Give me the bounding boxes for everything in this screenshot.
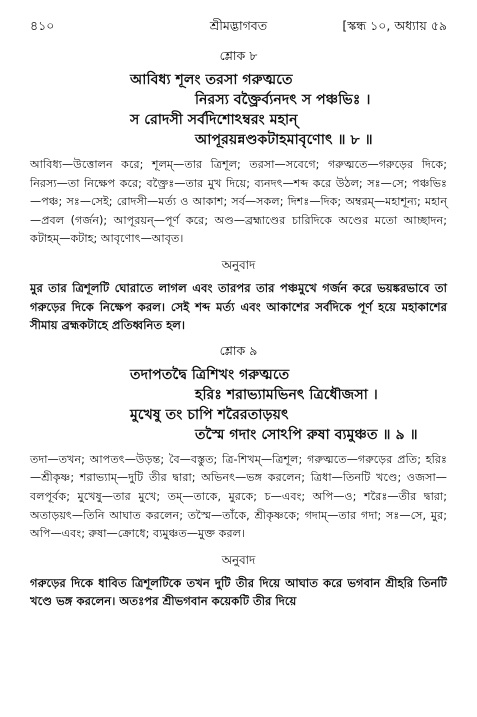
sloka-8-word-meanings: আবিধ্য—উত্তোলন করে; শূলম্—তার ত্রিশূল; তরসা—সবেগে; গরুত্মতে—গরুড়ের দিকে; নিরস্য—তা নিক্ষেপ করে; বক্ত্রৈঃ—তার মুখ দিয়ে; ব্যনদৎ—শব্দ করে উঠল; সঃ—সে; পঞ্চভিঃ—পঞ্চ; সঃ—সেই; রোদসী—মর্ত্য ও আকাশ; সর্ব—সকল; দিশঃ—দিক; অম্বরম্—মহাশূন্য; মহান্—প্রবল (গর্জন); আপূরয়ন্—পূর্ণ করে; অণ্ড—ব্রহ্মাণ্ডের চারিদিকে অণ্ডের মতো আচ্ছাদন; কটাহম্—কটাহ; আবৃণোৎ—আবৃত।: [30, 158, 447, 246]
sloka-9-word-meanings: তদা—তখন; আপতৎ—উড়ন্ত; বৈ—বস্তুত; ত্রি-শিখম্—ত্রিশূল; গরুত্মতে—গরুড়ের প্রতি; হরিঃ—শ্রীকৃষ্ণ; শরাভ্যাম্—দুটি তীর দ্বারা; অভিনৎ—ভঙ্গ করলেন; ত্রিধা—তিনটি খণ্ডে; ওজসা—বলপূর্বক; মুখেষু—তার মুখে; তম্—তাকে, মুরকে; চ—এবং; অপি—ও; শরৈঃ—তীর দ্বারা; অতাড়য়ৎ—তিনি আঘাত করলেন; তস্মৈ—তাঁকে, শ্রীকৃষ্ণকে; গদাম্—তার গদা; সঃ—সে, মুর; অপি—এবং; রুষা—ক্রোধে; ব্যমুঞ্চত—মুক্ত করল।: [30, 452, 447, 541]
sloka-9-verse: [30, 365, 447, 445]
sloka-8-translation-label: অনুবাদ: [221, 257, 256, 272]
page-number: ৪১০: [30, 18, 55, 33]
sloka-9-line-2: হরিঃ শরাভ্যামভিনৎ ত্রিধৌজসা ।: [195, 386, 378, 403]
sloka-8-translation: মুর তার ত্রিশূলটি ঘোরাতে লাগল এবং তারপর তার পঞ্চমুখে গর্জন করে ভয়ঙ্করভাবে তা গরুড়ের দিকে নিক্ষেপ করল। সেই শব্দ মর্ত্য এবং আকাশের সর্বদিকে পূর্ণ হয়ে মহাকাশের সীমায় ব্রহ্মকটাহে প্রতিধ্বনিত হল।: [30, 280, 447, 333]
sloka-8-line-1: আবিধ্য শূলং তরসা গরুত্মতে: [130, 72, 293, 88]
sloka-8-label: শ্লোক ৮: [219, 48, 258, 63]
chapter-reference: [স্কন্ধ ১০, অধ্যায় ৫৯: [342, 18, 447, 33]
sloka-9-translation-label: অনুবাদ: [221, 552, 256, 567]
sloka-8-line-3: স রোদসী সর্বদিশোঽম্বরং মহান্: [130, 112, 298, 128]
sloka-8-verse: [30, 70, 447, 150]
book-title: শ্রীমদ্ভাগবত: [209, 18, 268, 33]
sloka-9-line-3: মুখেষু তং চাপি শরৈরতাড়য়ৎ: [130, 406, 289, 423]
page-header: [30, 18, 447, 40]
sloka-9-label: শ্লোক ৯: [219, 342, 258, 358]
sloka-8-line-2: নিরস্য বক্ত্রৈর্ব্যনদৎ স পঞ্চভিঃ ।: [195, 92, 371, 108]
sloka-8-line-4: আপূরয়ন্নণ্ডকটাহমাবৃণোৎ ॥ ৮ ॥: [195, 132, 373, 148]
sloka-9-line-1: তদাপতদ্বৈ ত্রিশিখং গরুত্মতে: [130, 366, 290, 383]
sloka-9-line-4: তস্মৈ গদাং সোঽপি রুষা ব্যমুঞ্চত ॥ ৯ ॥: [195, 426, 418, 443]
sloka-9-translation: গরুড়ের দিকে ধাবিত ত্রিশূলটিকে তখন দুটি তীর দিয়ে আঘাত করে ভগবান শ্রীহরি তিনটি খণ্ডে ভঙ্গ করলেন। অতঃপর শ্রীভগবান কয়েকটি তীর দিয়ে: [30, 575, 447, 609]
